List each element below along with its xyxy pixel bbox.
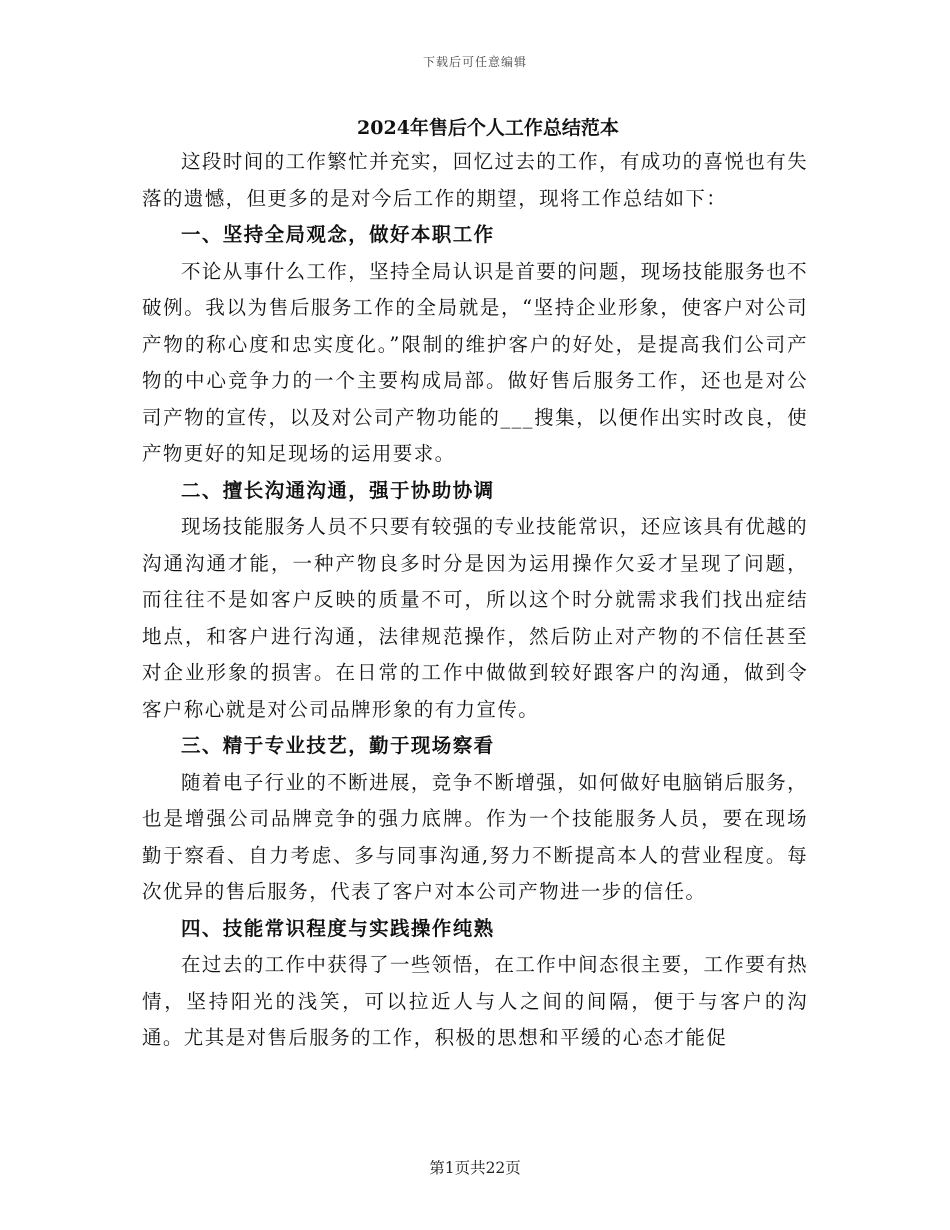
section-paragraph: 不论从事什么工作，坚持全局认识是首要的问题，现场技能服务也不破例。我以为售后服务工作的全局就是，“坚持企业形象，使客户对公司产物的称心度和忠实度化。”限制的维护客户的好处，是提高我们公司产物的中心竞争力的一个主要构成局部。做好售后服务工作，还也是对公司产物的宣传，以及对公司产物功能的___搜集，以便作出实时改良，使产物更好的知足现场的运用要求。 [142,259,809,465]
section-4 [142,911,808,1057]
section-3 [142,728,808,911]
section-paragraph: 在过去的工作中获得了一些领悟，在工作中间态很主要，工作要有热情，坚持阳光的浅笑，可以拉近人与人之间的间隔，便于与客户的沟通。尤其是对售后服务的工作，积极的思想和平缓的心态才能促 [142,953,809,1049]
page-number: 第1页共22页 [429,1159,521,1177]
section-2 [142,473,808,729]
section-heading: 二、擅长沟通沟通，强于协助协调 [181,478,495,502]
document-body [142,112,808,1057]
section-heading: 三、精于专业技艺，勤于现场察看 [181,734,495,757]
section-1 [142,217,808,473]
section-paragraph: 随着电子行业的不断进展，竞争不断增强，如何做好电脑销后服务，也是增强公司品牌竞争的强力底牌。作为一个技能服务人员，要在现场勤于察看、自力考虑、多与同事沟通,努力不断提高本人的营业程度。每次优异的售后服务，代表了客户对本公司产物进一步的信任。 [142,770,809,903]
section-heading: 一、坚持全局观念，做好本职工作 [181,223,495,246]
header-note: 下载后可任意编辑 [422,55,527,69]
section-heading: 四、技能常识程度与实践操作纯熟 [181,916,495,940]
document-title: 2024年售后个人工作总结范本 [357,117,619,139]
intro-paragraph: 这段时间的工作繁忙并充实，回忆过去的工作，有成功的喜悦也有失落的遗憾，但更多的是对今后工作的期望，现将工作总结如下： [142,150,809,210]
section-paragraph: 现场技能服务人员不只要有较强的专业技能常识，还应该具有优越的沟通沟通才能，一种产物良多时分是因为运用操作欠妥才呈现了问题，而往往不是如客户反映的质量不可，所以这个时分就需求我们找出症结地点，和客户进行沟通，法律规范操作，然后防止对产物的不信任甚至对企业形象的损害。在日常的工作中做做到较好跟客户的沟通，做到令客户称心就是对公司品牌形象的有力宣传。 [142,515,809,721]
